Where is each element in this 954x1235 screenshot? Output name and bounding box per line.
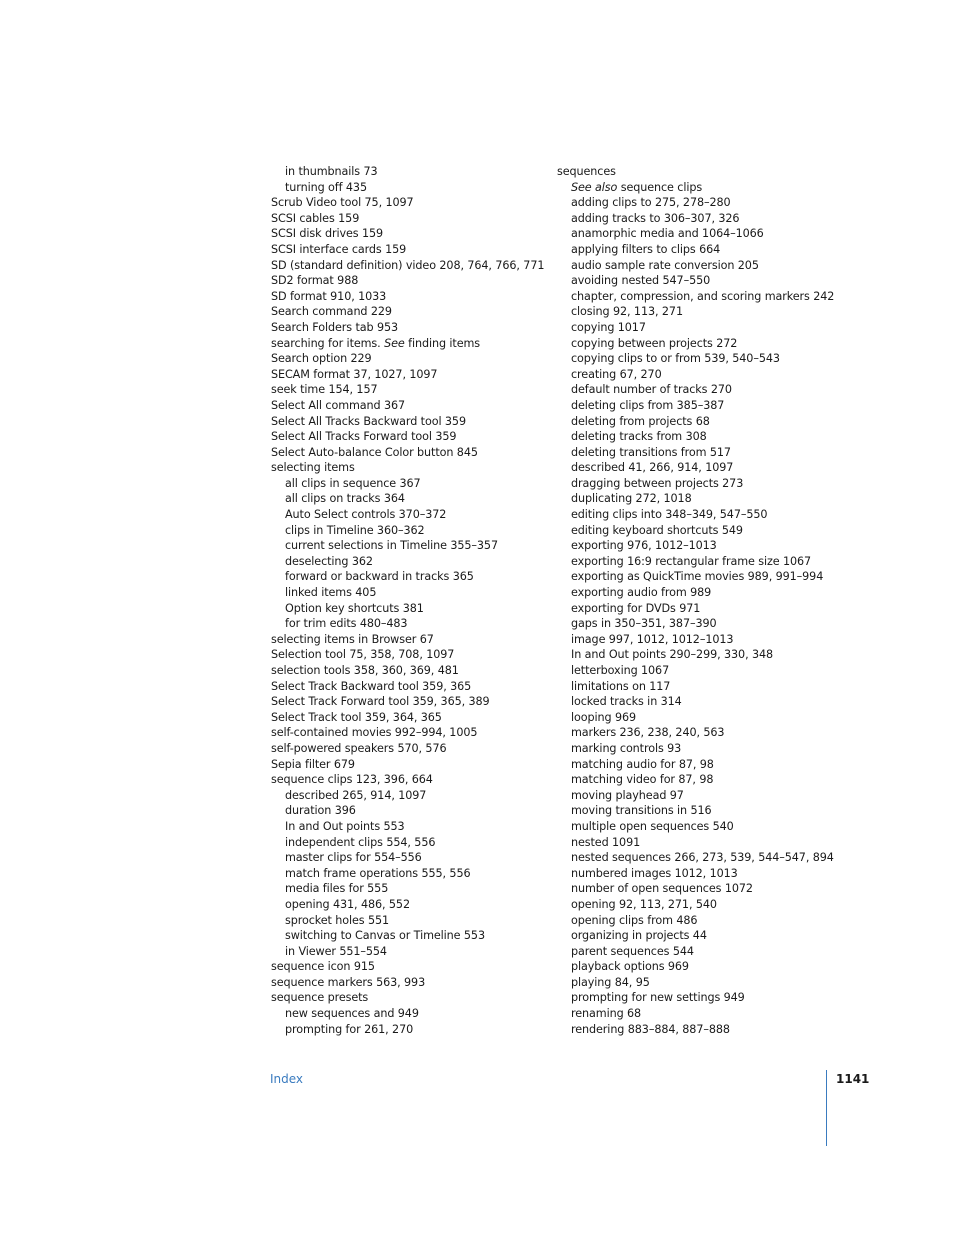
entry-text: sequence clips — [617, 180, 703, 194]
index-subentry: opening 431, 486, 552 — [285, 897, 410, 911]
index-entry: sequence presets — [271, 991, 369, 1005]
index-subentry: editing clips into 348–349, 547–550 — [571, 508, 768, 522]
index-subentry: nested 1091 — [571, 835, 641, 849]
index-subentry: moving transitions in 516 — [571, 804, 712, 818]
index-column-right — [557, 164, 835, 1037]
index-entry: SECAM format 37, 1027, 1097 — [271, 367, 438, 381]
index-entry: seek time 154, 157 — [271, 383, 378, 397]
index-subentry: avoiding nested 547–550 — [571, 274, 711, 288]
index-subentry: closing 92, 113, 271 — [571, 305, 683, 319]
index-subentry: anamorphic media and 1064–1066 — [571, 227, 764, 241]
index-subentry: editing keyboard shortcuts 549 — [571, 523, 743, 537]
index-column-left — [271, 164, 545, 1037]
index-subentry: opening clips from 486 — [571, 913, 698, 927]
index-subentry: in Viewer 551–554 — [285, 944, 387, 958]
index-entry: SD2 format 988 — [271, 274, 359, 288]
index-entry: Search command 229 — [271, 305, 392, 319]
index-subentry: Option key shortcuts 381 — [285, 601, 424, 615]
index-entry: SCSI cables 159 — [271, 211, 360, 225]
entry-text: finding items — [404, 336, 481, 350]
index-entry: Select Track tool 359, 364, 365 — [271, 710, 442, 724]
index-subentry: duplicating 272, 1018 — [571, 492, 692, 506]
index-subentry: all clips on tracks 364 — [285, 492, 405, 506]
index-entry — [271, 336, 541, 352]
index-subentry: switching to Canvas or Timeline 553 — [285, 929, 485, 943]
index-entry: Selection tool 75, 358, 708, 1097 — [271, 648, 455, 662]
index-subentry: creating 67, 270 — [571, 367, 662, 381]
index-entry: SD (standard definition) video 208, 764, 766, 771 — [271, 258, 545, 272]
see-reference: See — [384, 336, 405, 350]
index-subentry — [557, 180, 827, 196]
index-subentry: audio sample rate conversion 205 — [571, 258, 759, 272]
index-subentry: described 41, 266, 914, 1097 — [571, 461, 734, 475]
index-subentry: markers 236, 238, 240, 563 — [571, 726, 725, 740]
index-subentry: organizing in projects 44 — [571, 929, 707, 943]
entry-text: searching for items. — [271, 336, 385, 350]
index-subentry: independent clips 554, 556 — [285, 835, 436, 849]
index-subentry: deleting transitions from 517 — [571, 445, 731, 459]
index-entry: sequence icon 915 — [271, 960, 375, 974]
index-subentry: clips in Timeline 360–362 — [285, 523, 425, 537]
index-entry: Select Auto-balance Color button 845 — [271, 445, 478, 459]
index-entry: Select All command 367 — [271, 398, 406, 412]
index-subentry: sprocket holes 551 — [285, 913, 390, 927]
index-subentry: copying between projects 272 — [571, 336, 738, 350]
page-number: 1141 — [836, 1072, 870, 1086]
index-subentry: linked items 405 — [285, 586, 377, 600]
index-subentry: In and Out points 290–299, 330, 348 — [571, 648, 774, 662]
index-subentry: number of open sequences 1072 — [571, 882, 753, 896]
index-subentry: for trim edits 480–483 — [285, 617, 408, 631]
index-entry: Select Track Backward tool 359, 365 — [271, 679, 472, 693]
index-subentry: prompting for 261, 270 — [285, 1022, 414, 1036]
index-entry: self-powered speakers 570, 576 — [271, 741, 447, 755]
index-entry: SCSI disk drives 159 — [271, 227, 383, 241]
index-entry: Select All Tracks Forward tool 359 — [271, 430, 457, 444]
index-subentry: media files for 555 — [285, 882, 389, 896]
index-subentry: In and Out points 553 — [285, 819, 405, 833]
index-entry: Select Track Forward tool 359, 365, 389 — [271, 695, 490, 709]
index-subentry: locked tracks in 314 — [571, 695, 682, 709]
index-entry: SCSI interface cards 159 — [271, 242, 407, 256]
index-subentry: rendering 883–884, 887–888 — [571, 1022, 730, 1036]
index-subentry: copying 1017 — [571, 320, 646, 334]
index-subentry: Auto Select controls 370–372 — [285, 508, 447, 522]
index-subentry: matching video for 87, 98 — [571, 773, 714, 787]
index-subentry: chapter, compression, and scoring markers 242 — [571, 289, 835, 303]
index-subentry: looping 969 — [571, 710, 637, 724]
index-subentry: moving playhead 97 — [571, 788, 684, 802]
index-subentry: all clips in sequence 367 — [285, 476, 421, 490]
index-subentry: duration 396 — [285, 804, 356, 818]
index-subentry: nested sequences 266, 273, 539, 544–547, 894 — [571, 851, 834, 865]
index-entry: Search Folders tab 953 — [271, 320, 399, 334]
index-subentry: default number of tracks 270 — [571, 383, 732, 397]
index-entry: sequence markers 563, 993 — [271, 975, 426, 989]
index-subentry: gaps in 350–351, 387–390 — [571, 617, 717, 631]
index-subentry: exporting 16:9 rectangular frame size 1067 — [571, 554, 812, 568]
index-subentry: numbered images 1012, 1013 — [571, 866, 738, 880]
index-entry: Select All Tracks Backward tool 359 — [271, 414, 466, 428]
index-subentry: adding tracks to 306–307, 326 — [571, 211, 740, 225]
index-subentry: renaming 68 — [571, 1007, 642, 1021]
index-subentry: in thumbnails 73 — [285, 165, 378, 178]
index-subentry: deleting tracks from 308 — [571, 430, 707, 444]
index-subentry: prompting for new settings 949 — [571, 991, 745, 1005]
index-subentry: letterboxing 1067 — [571, 664, 670, 677]
index-subentry: deleting from projects 68 — [571, 414, 710, 428]
index-entry: selection tools 358, 360, 369, 481 — [271, 664, 459, 677]
index-subentry: exporting 976, 1012–1013 — [571, 539, 717, 553]
index-subentry: master clips for 554–556 — [285, 851, 422, 865]
index-entry: selecting items in Browser 67 — [271, 632, 434, 646]
index-subentry: copying clips to or from 539, 540–543 — [571, 352, 780, 366]
footer-section-label: Index — [270, 1072, 304, 1086]
index-subentry: playing 84, 95 — [571, 975, 650, 989]
index-subentry: multiple open sequences 540 — [571, 819, 734, 833]
index-subentry: playback options 969 — [571, 960, 689, 974]
index-subentry: applying filters to clips 664 — [571, 242, 721, 256]
index-subentry: deselecting 362 — [285, 554, 373, 568]
index-subentry: marking controls 93 — [571, 741, 682, 755]
index-subentry: current selections in Timeline 355–357 — [285, 539, 498, 553]
index-entry: Sepia filter 679 — [271, 757, 355, 771]
index-entry: SD format 910, 1033 — [271, 289, 387, 303]
index-subentry: new sequences and 949 — [285, 1007, 419, 1021]
index-subentry: match frame operations 555, 556 — [285, 866, 471, 880]
index-subentry: described 265, 914, 1097 — [285, 788, 427, 802]
index-entry: self-contained movies 992–994, 1005 — [271, 726, 478, 740]
index-entry: sequences — [557, 165, 616, 178]
index-subentry: dragging between projects 273 — [571, 476, 744, 490]
index-subentry: image 997, 1012, 1012–1013 — [571, 632, 734, 646]
index-entry: selecting items — [271, 461, 355, 475]
index-subentry: opening 92, 113, 271, 540 — [571, 897, 717, 911]
index-subentry: forward or backward in tracks 365 — [285, 570, 474, 584]
index-entry: sequence clips 123, 396, 664 — [271, 773, 433, 787]
index-subentry: exporting audio from 989 — [571, 586, 712, 600]
index-subentry: deleting clips from 385–387 — [571, 398, 725, 412]
index-subentry: exporting for DVDs 971 — [571, 601, 701, 615]
index-entry: Search option 229 — [271, 352, 372, 366]
index-subentry: matching audio for 87, 98 — [571, 757, 714, 771]
index-subentry: limitations on 117 — [571, 679, 671, 693]
index-subentry: exporting as QuickTime movies 989, 991–994 — [571, 570, 824, 584]
index-subentry: turning off 435 — [285, 180, 367, 194]
see-reference: See also — [571, 180, 618, 194]
index-subentry: parent sequences 544 — [571, 944, 694, 958]
index-subentry: adding clips to 275, 278–280 — [571, 196, 731, 210]
index-entry: Scrub Video tool 75, 1097 — [271, 196, 414, 210]
footer-divider — [826, 1070, 827, 1146]
